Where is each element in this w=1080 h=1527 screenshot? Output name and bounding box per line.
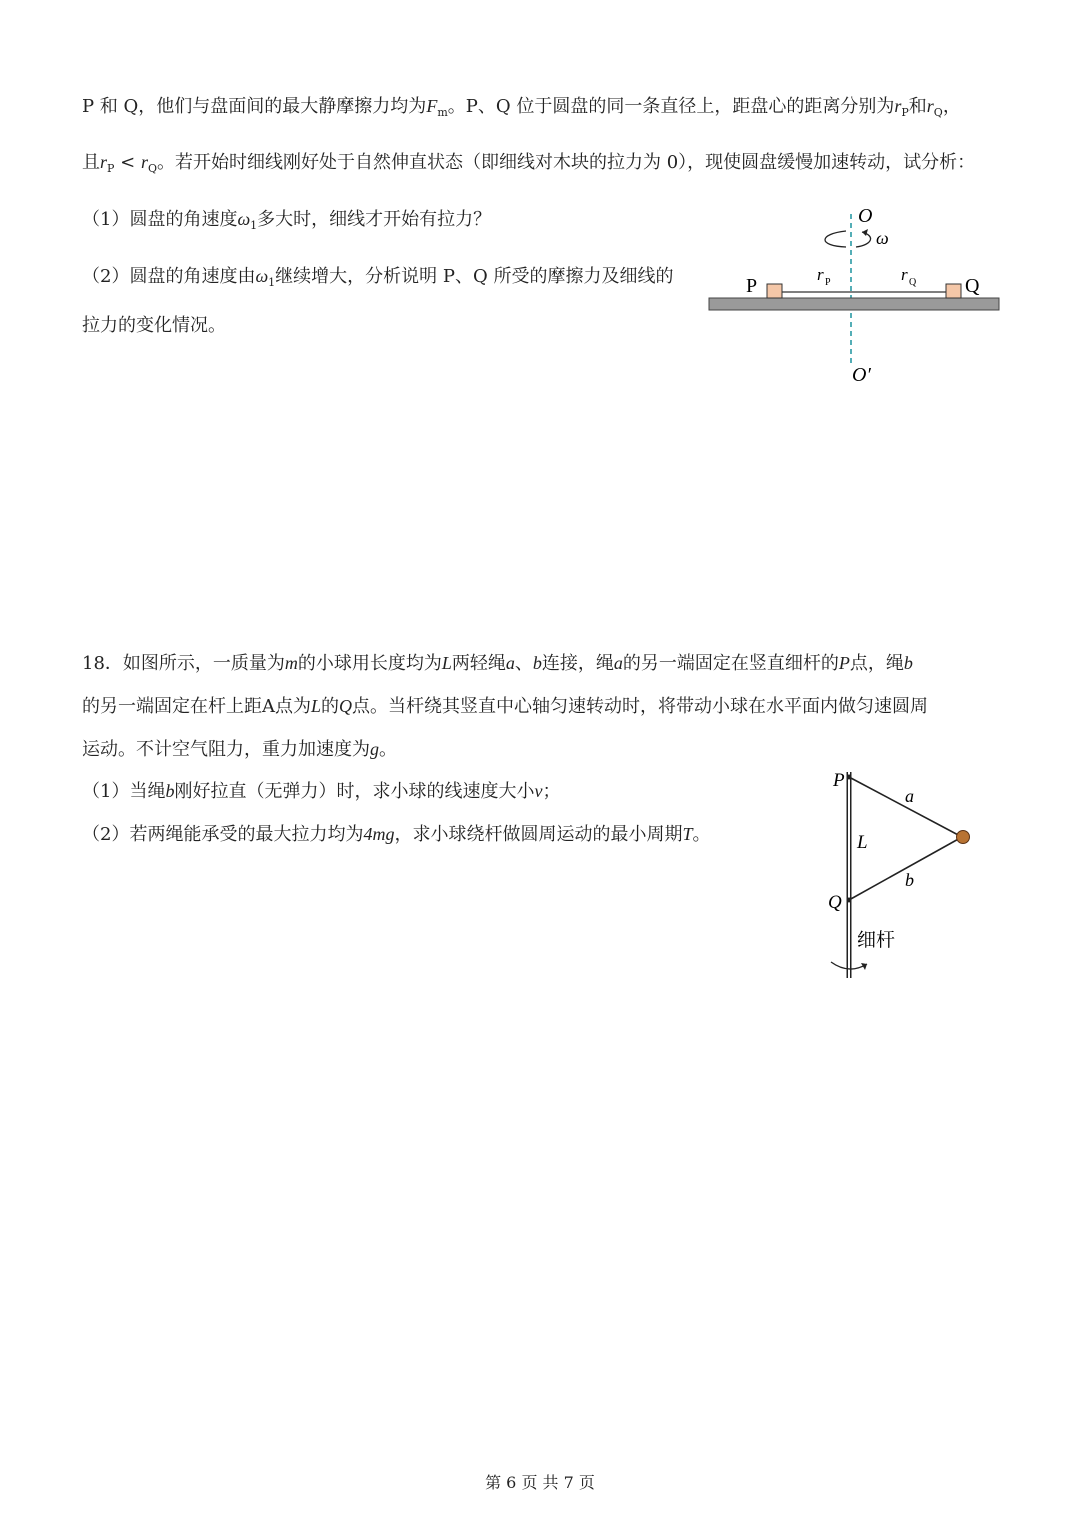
rotation-arrow-icon [825, 231, 846, 247]
point-q [847, 898, 852, 903]
text: 的另一端固定在竖直细杆的 [622, 653, 839, 674]
page-footer: 第 6 页 共 7 页 [485, 1473, 595, 1492]
q18-line-3 [82, 737, 397, 762]
var-p: P [838, 653, 850, 673]
sub-q: Q [933, 106, 943, 119]
point-p [847, 775, 852, 780]
text: 。 [692, 824, 711, 845]
q18-sub-2 [82, 822, 710, 847]
text: （1）圆盘的角速度 [82, 209, 238, 230]
sub-p: P [107, 162, 115, 175]
var-b: b [165, 781, 175, 801]
arrow-head-icon [862, 229, 868, 236]
var-f: F [426, 96, 438, 116]
text: （2）若两绳能承受的最大拉力均为 [82, 824, 364, 845]
label-o: O [858, 205, 873, 227]
var-r: r [100, 152, 108, 172]
text: 、 [514, 653, 533, 674]
label-o-prime: O′ [852, 364, 871, 386]
text: 点。当杆绕其竖直中心轴匀速转动时，将带动小球在水平面内做匀速圆周 [352, 696, 929, 717]
label-l: L [857, 832, 868, 853]
text: （2）圆盘的角速度由 [82, 266, 256, 287]
var-t: T [682, 824, 693, 844]
var-a: a [613, 653, 623, 673]
text: 。P、Q 位于圆盘的同一条直径上，距盘心的距离分别为 [447, 96, 895, 117]
var-a-point: A [262, 696, 275, 717]
q17-sub-2 [82, 264, 673, 289]
text: 运动。不计空气阻力，重力加速度为 [82, 739, 370, 760]
label-omega: ω [876, 228, 889, 248]
label-rp-sub: P [825, 277, 831, 288]
label-p: P [833, 770, 845, 791]
figure-rod [815, 760, 985, 985]
figure-disk [700, 200, 1010, 390]
text: 的小球用长度均为 [297, 653, 442, 674]
block-p [767, 284, 782, 298]
text: 18．如图所示，一质量为 [82, 653, 285, 674]
text: ， [942, 96, 961, 117]
var-omega: ω [237, 209, 251, 229]
text: 两轻绳 [451, 653, 506, 674]
text: ，求小球绕杆做圆周运动的最小周期 [394, 824, 683, 845]
var-b: b [532, 653, 542, 673]
sub-m: m [437, 106, 448, 119]
text: 继续增大，分析说明 P、Q 所受的摩擦力及细线的 [275, 266, 674, 287]
sub-1: 1 [250, 219, 258, 232]
q17-sub-2-cont [82, 314, 226, 338]
less-than: < [114, 152, 141, 173]
text: ； [542, 781, 561, 802]
text: P 和 Q，他们与盘面间的最大静摩擦力均为 [82, 96, 427, 117]
text: 点，绳 [849, 653, 904, 674]
var-r: r [926, 96, 934, 116]
label-rod: 细杆 [857, 930, 896, 951]
label-a: a [905, 786, 914, 806]
rotation-arrow-tail [856, 232, 871, 247]
var-r: r [894, 96, 902, 116]
var-4mg: 4mg [363, 824, 395, 844]
text: 。 [379, 739, 397, 760]
text: 多大时，细线才开始有拉力？ [257, 209, 492, 230]
q17-line-2 [82, 150, 975, 175]
block-q [946, 284, 961, 298]
var-a: a [505, 653, 515, 673]
var-r: r [140, 152, 148, 172]
label-q: Q [828, 892, 842, 913]
text: 的 [321, 696, 340, 717]
label-rp: r [817, 265, 824, 284]
var-q: Q [339, 696, 353, 716]
text: （1）当绳 [82, 781, 166, 802]
var-g: g [370, 739, 379, 759]
label-b: b [905, 870, 914, 890]
text: 且 [82, 152, 100, 173]
sub-1: 1 [268, 276, 276, 289]
label-rq-sub: Q [909, 277, 917, 288]
var-m: m [284, 653, 298, 673]
var-omega: ω [255, 266, 269, 286]
text: 。若开始时细线刚好处于自然伸直状态（即细线对木块的拉力为 0），现使圆盘缓慢加速转动，试分析： [157, 152, 976, 173]
sub-p: P [901, 106, 909, 119]
text: 的另一端固定在杆上距 [82, 696, 262, 717]
q17-sub-1 [82, 207, 491, 232]
sub-q: Q [147, 162, 157, 175]
label-rq: r [901, 265, 908, 284]
text: 拉力的变化情况。 [82, 315, 226, 336]
q18-line-2 [82, 694, 928, 719]
q18-line-1 [82, 651, 913, 676]
var-l: L [311, 696, 322, 716]
var-l: L [441, 653, 452, 673]
text: 刚好拉直（无弹力）时，求小球的线速度大小 [174, 781, 535, 802]
ball [957, 831, 970, 844]
var-v: v [534, 781, 543, 801]
text: 和 [908, 96, 927, 117]
text: 连接，绳 [541, 653, 614, 674]
disk [709, 298, 999, 310]
var-b: b [903, 653, 913, 673]
label-q: Q [965, 275, 980, 297]
text: 点为 [275, 696, 311, 717]
label-p: P [746, 275, 758, 297]
q17-line-1 [82, 94, 961, 119]
q18-sub-1 [82, 779, 560, 804]
